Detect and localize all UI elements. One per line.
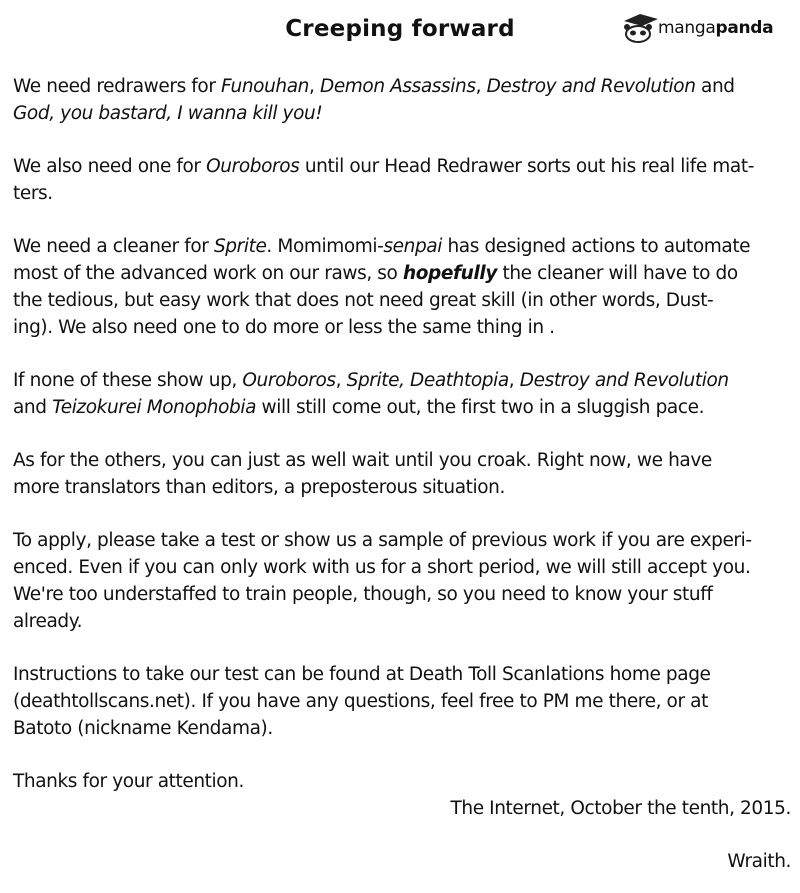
text-span: Sprite	[213, 236, 267, 257]
mangapanda-logo	[620, 10, 792, 46]
signature-name	[13, 848, 791, 875]
text-span: the cleaner will have to do	[496, 263, 738, 284]
paragraph-others	[13, 447, 791, 501]
panda-icon	[620, 12, 660, 44]
text-line	[13, 233, 791, 260]
text-span: most of the advanced work on our raws, so	[13, 263, 403, 284]
paragraph-thanks	[13, 768, 791, 795]
text-span: Demon Assassins	[319, 76, 476, 97]
text-span: We need redrawers for	[13, 76, 222, 97]
text-span: Funouhan	[221, 76, 309, 97]
text-line: Instructions to take our test can be found at Death Toll Scanlations home page	[13, 664, 711, 685]
text-span: has designed actions to automate	[441, 236, 751, 257]
text-line: more translators than editors, a preposterous situation.	[13, 477, 505, 498]
text-span: until our Head Redrawer sorts out his real life mat-	[299, 156, 754, 177]
text-line	[13, 260, 791, 287]
page-title: Creeping forward	[285, 16, 515, 42]
logo-text-panda: panda	[715, 18, 774, 38]
text-line: ters.	[13, 183, 53, 204]
text-line	[13, 394, 791, 421]
text-line: Batoto (nickname Kendama).	[13, 718, 273, 739]
paragraph-apply	[13, 527, 791, 635]
text-span: . Momimomi-	[266, 236, 384, 257]
text-span: Destroy and Revolution	[486, 76, 696, 97]
text-line: the tedious, but easy work that does not need great skill (in other words, Dust-	[13, 290, 714, 311]
paragraph-redrawers	[13, 73, 791, 127]
text-line: (deathtollscans.net). If you have any questions, feel free to PM me there, or at	[13, 691, 708, 712]
paragraph-release-plan	[13, 367, 791, 421]
text-line	[13, 100, 791, 127]
document-body	[13, 73, 791, 875]
text-line: already.	[13, 611, 83, 632]
text-span: If none of these show up,	[13, 370, 243, 391]
logo-wordmark	[658, 18, 773, 38]
text-span: senpai	[383, 236, 442, 257]
text-span: Destroy and Revolution	[519, 370, 729, 391]
text-span: Ouroboros	[206, 156, 300, 177]
text-span: God, you bastard, I wanna kill you!	[13, 103, 323, 124]
signature-date	[13, 795, 791, 822]
text-span: and	[13, 397, 53, 418]
text-line: As for the others, you can just as well wait until you croak. Right now, we have	[13, 450, 712, 471]
logo-text-manga: manga	[658, 18, 716, 38]
text-span: ,	[335, 370, 347, 391]
signature-date-text: The Internet, October the tenth, 2015.	[450, 798, 791, 819]
text-span: Ouroboros	[242, 370, 336, 391]
text-line	[13, 153, 791, 180]
text-span: ,	[475, 76, 487, 97]
paragraph-cleaner	[13, 233, 791, 341]
signature-name-text: Wraith.	[727, 851, 791, 872]
text-line: To apply, please take a test or show us a sample of previous work if you are experi-	[13, 530, 752, 551]
text-span: Teizokurei Monophobia	[52, 397, 257, 418]
text-span: ,	[508, 370, 520, 391]
text-line: Thanks for your attention.	[13, 771, 244, 792]
text-span: We also need one for	[13, 156, 207, 177]
text-span: We need a cleaner for	[13, 236, 214, 257]
text-line: ing). We also need one to do more or less the same thing in .	[13, 317, 555, 338]
text-span: Sprite, Deathtopia	[346, 370, 509, 391]
text-line: We're too understaffed to train people, though, so you need to know your stuff	[13, 584, 713, 605]
paragraph-instructions	[13, 661, 791, 742]
text-span: will still come out, the first two in a sluggish pace.	[256, 397, 705, 418]
text-line	[13, 367, 791, 394]
text-line: enced. Even if you can only work with us for a short period, we will still accept you.	[13, 557, 751, 578]
paragraph-ouroboros	[13, 153, 791, 207]
text-span: ,	[309, 76, 320, 97]
text-span: and	[695, 76, 735, 97]
text-span: hopefully	[402, 263, 497, 284]
text-line	[13, 73, 791, 100]
